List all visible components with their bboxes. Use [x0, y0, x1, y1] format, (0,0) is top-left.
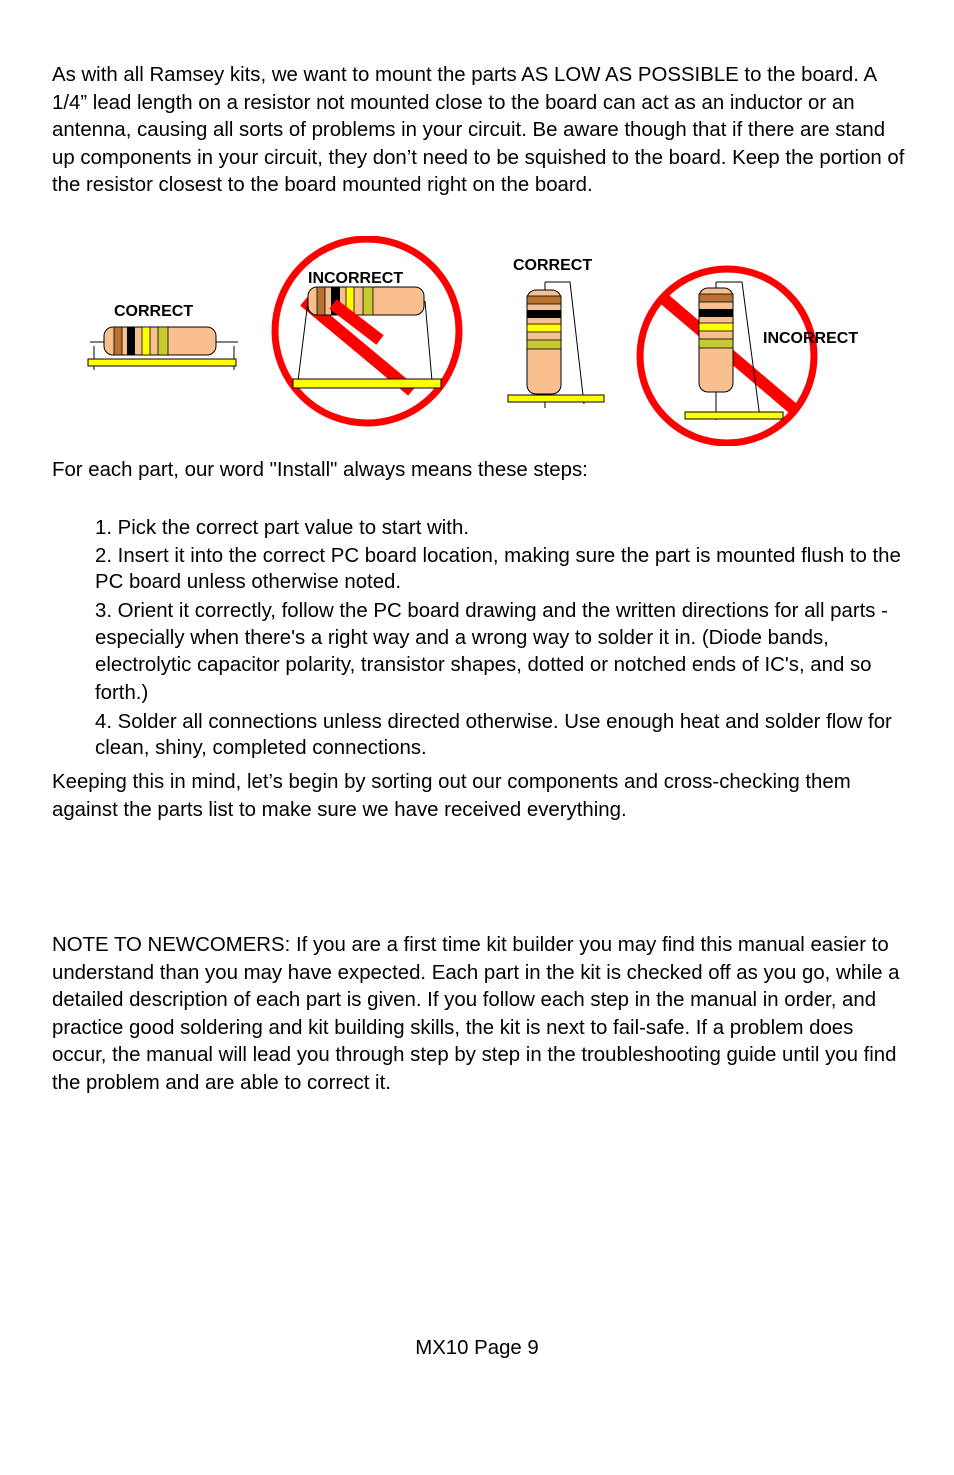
intro-paragraph: As with all Ramsey kits, we want to mount the parts AS LOW AS POSSIBLE to the board. A 1/4” lead length on a resistor not mounted close to the board can act as an inductor or an antenna, causing all sorts of problems in your circuit. Be aware though that if there are stand up components in your circuit, they don’t need to be squished to the board. Keep the portion of the resistor closest to the board mounted right on the board.	[52, 64, 905, 197]
label-correct-standing: CORRECT	[513, 257, 593, 274]
install-step: 3. Orient it correctly, follow the PC board drawing and the written directions for all parts - especially when there's a right way and a wrong way to solder it in. (Diode bands, electrolytic capacitor polarity, transistor shapes, dotted or notched ends of IC's, and so forth.)	[95, 600, 888, 704]
correct-standing-resistor	[508, 257, 604, 408]
incorrect-raised-resistor	[275, 239, 459, 423]
label-incorrect-standing: INCORRECT	[763, 330, 859, 347]
correct-flat-resistor	[88, 303, 238, 370]
install-step: 4. Solder all connections unless directed otherwise. Use enough heat and solder flow for clean, shiny, completed connections.	[95, 711, 892, 759]
install-step: 2. Insert it into the correct PC board location, making sure the part is mounted flush to the PC board unless otherwise noted.	[95, 545, 901, 593]
newcomers-note: NOTE TO NEWCOMERS: If you are a first time kit builder you may find this manual easier to understand than you may have expected. Each part in the kit is checked off as you go, while a detailed description of each part is given. If you follow each step in the manual in order, and practice good soldering and kit building skills, the kit is next to fail-safe. If a problem does occur, the manual will lead you through step by step in the troubleshooting guide until you find the problem and are able to correct it.	[52, 934, 900, 1094]
resistor-mounting-figure	[80, 236, 880, 446]
install-intro: For each part, our word "Install" always means these steps:	[52, 459, 588, 481]
keeping-paragraph: Keeping this in mind, let’s begin by sorting out our components and cross-checking them against the parts list to make sure we have received everything.	[52, 771, 851, 821]
install-step: 1. Pick the correct part value to start with.	[95, 517, 469, 539]
label-incorrect-raised: INCORRECT	[308, 270, 404, 287]
page-number: MX10 Page 9	[415, 1337, 539, 1359]
incorrect-standing-resistor	[640, 269, 858, 443]
label-correct-flat: CORRECT	[114, 303, 194, 320]
